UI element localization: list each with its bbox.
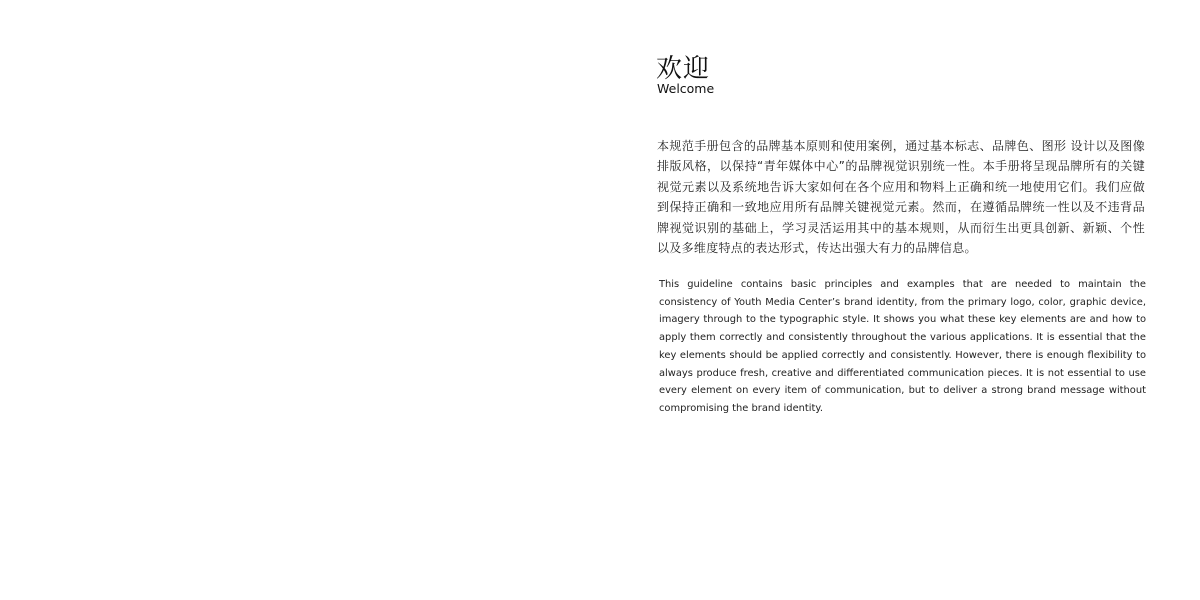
welcome-paragraph-chinese: 本规范手册包含的品牌基本原则和使用案例，通过基本标志、品牌色、图形 设计以及图像排版风格，以保持“青年媒体中心”的品牌视觉识别统一性。本手册将呈现品牌所有的关键视觉元素以及系统地告诉大家如何在各个应用和物料上正确和统一地使用它们。我们应做到保持正确和一致地应用所有品牌关键视觉元素。然而，在遵循品牌统一性以及不违背品牌视觉识别的基础上，学习灵活运用其中的基本规则，从而衍生出更具创新、新颖、个性以及多维度特点的表达形式，传达出强大有力的品牌信息。	[657, 139, 1145, 256]
welcome-page	[600, 0, 1200, 600]
page-title-chinese: 欢迎	[656, 54, 711, 84]
welcome-paragraph-english: This guideline contains basic principles and examples that are needed to maintain the consistency of Youth Media Center’s brand identity, from the primary logo, color, graphic device, imagery through to the typographic style. It shows you what these key elements are and how to apply them correctly and consistently throughout the various applications. It is essential that the key elements should be applied correctly and consistently. However, there is enough flexibility to always produce fresh, creative and differentiated communication pieces. It is not essential to use every element on every item of communication, but to deliver a strong brand message without compromising the brand identity.	[659, 279, 1146, 414]
page-title-english: Welcome	[657, 81, 715, 96]
